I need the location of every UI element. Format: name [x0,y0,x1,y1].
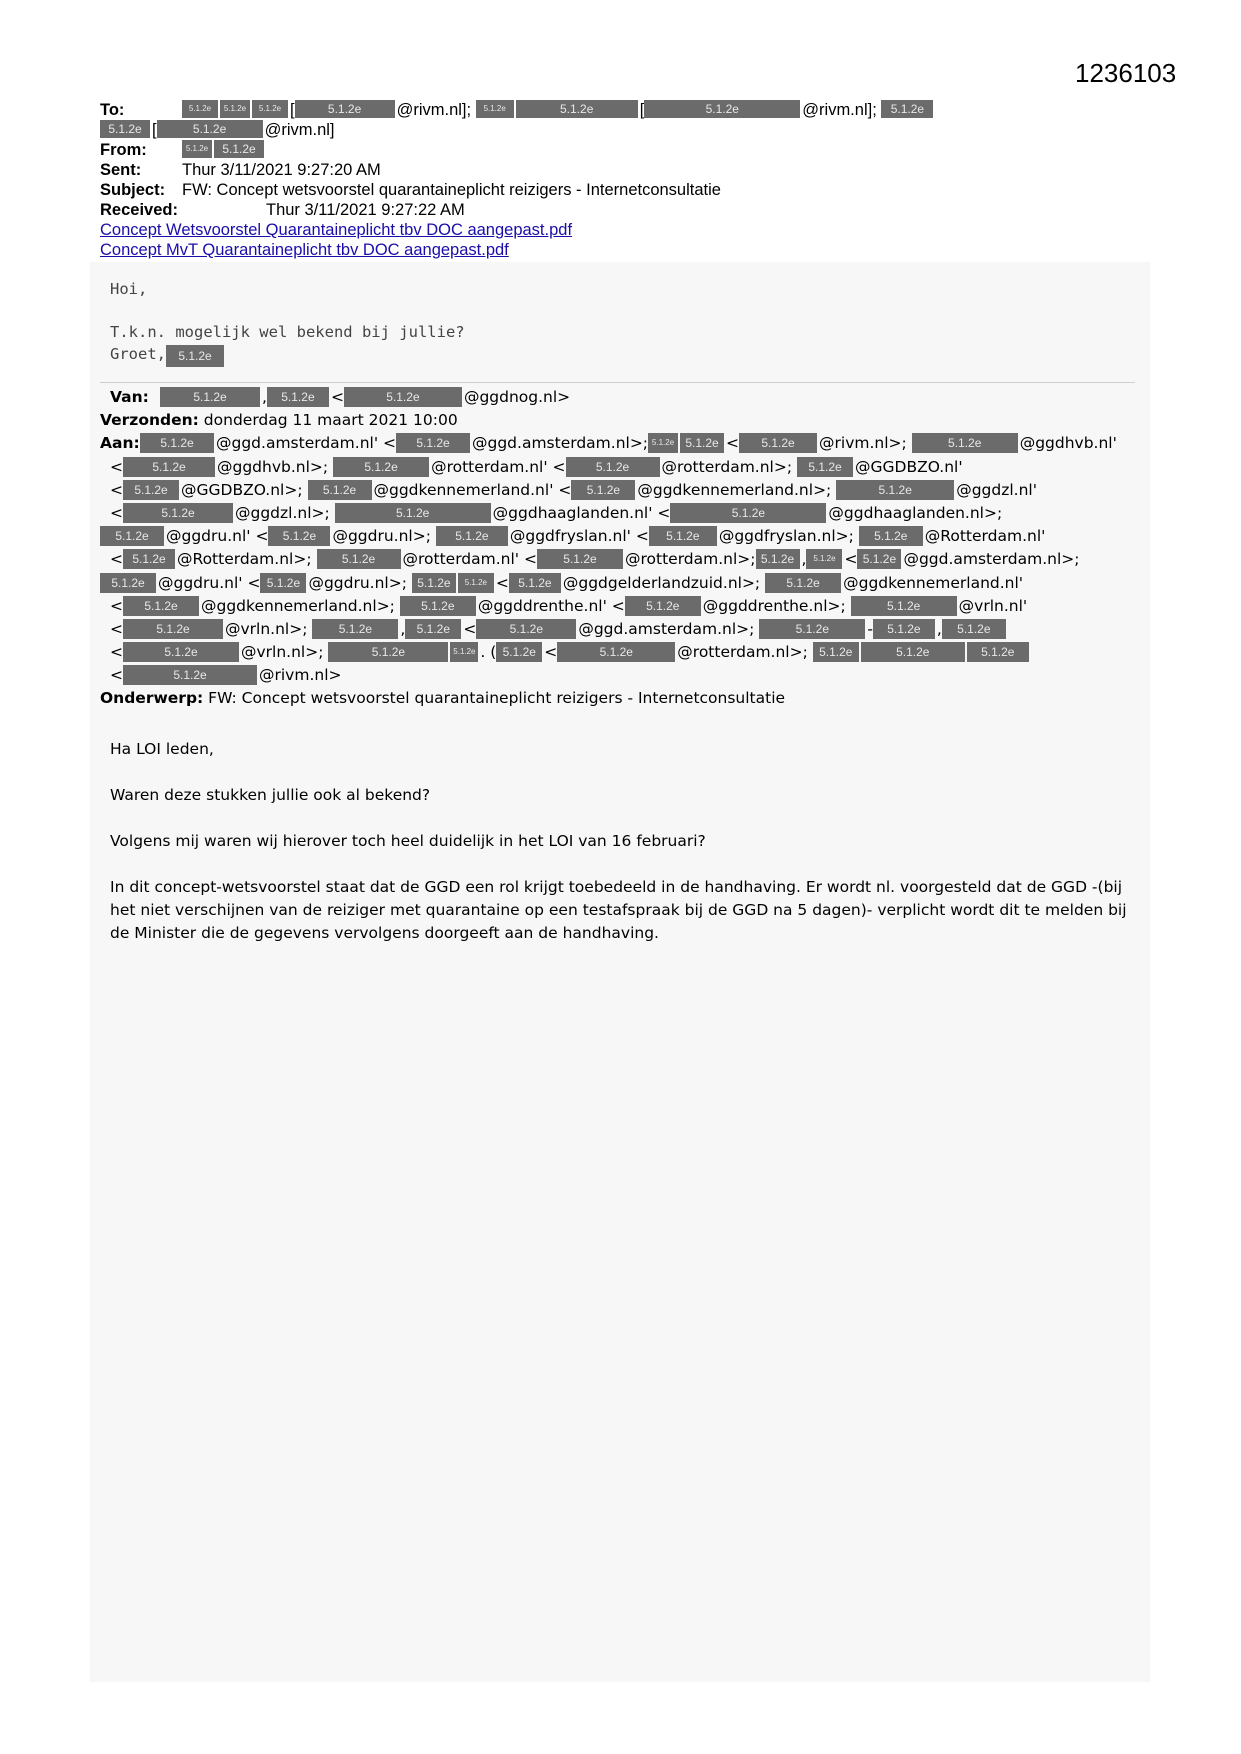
received-value: Thur 3/11/2021 9:27:22 AM [266,201,465,219]
redaction-box: 5.1.2e [644,100,800,118]
recipient-text: @ggdkennemerland.nl>; [637,480,832,499]
recipient-text: @ggdkennemerland.nl' [843,573,1024,592]
to-row-continued: 5.1.2e [ 5.1.2e @rivm.nl] [100,120,1160,140]
recipient-text: < [110,550,123,569]
recipient-text: @ggddrenthe.nl' < [477,596,625,615]
redaction-box: 5.1.2e [765,573,841,593]
redaction-box: 5.1.2e [557,642,675,662]
recipient-text: @ggd.amsterdam.nl' < [216,434,396,453]
redaction-box: 5.1.2e [509,573,561,593]
redaction-box: 5.1.2e [458,573,494,593]
redaction-box: 5.1.2e [100,120,150,138]
redaction-box: 5.1.2e [436,526,508,546]
redaction-box: 5.1.2e [317,549,401,569]
note-line: T.k.n. mogelijk wel bekend bij jullie? [110,323,465,341]
recipient-text: @rotterdam.nl>; [624,550,756,569]
body-greeting: Ha LOI leden, [110,740,214,758]
redaction-box: 5.1.2e [182,140,212,158]
redaction-box: 5.1.2e [295,100,395,118]
recipient-text: @ggdhaaglanden.nl' < [492,503,671,522]
redaction-box: 5.1.2e [813,642,859,662]
redaction-box: 5.1.2e [214,140,264,158]
recipient-text: @rotterdam.nl>; [677,643,808,662]
redaction-box: 5.1.2e [739,433,817,453]
to-row: To: 5.1.2e 5.1.2e 5.1.2e [ 5.1.2e @rivm.nl]; 5.1.2e 5.1.2e [ 5.1.2e @rivm.nl]; 5.1.2e [100,100,1160,120]
recipient-text: < [110,480,123,499]
redaction-box: 5.1.2e [123,642,239,662]
aan-row [100,432,1150,455]
received-row [100,200,1160,220]
redaction-box: 5.1.2e [220,100,250,118]
recipient-text: @vrln.nl>; [241,643,324,662]
van-domain: @ggdnog.nl> [463,388,571,406]
aan-row [100,548,1150,571]
redaction-box: 5.1.2e [123,549,175,569]
onderwerp-row [100,687,1150,710]
aan-row [100,618,1150,641]
redaction-box: 5.1.2e [123,619,223,639]
redaction-box: 5.1.2e [851,596,957,616]
redaction-box: 5.1.2e [328,642,448,662]
sent-label: Sent: [100,161,142,179]
sent-value: Thur 3/11/2021 9:27:20 AM [182,161,381,179]
recipient-domain: @rivm.nl] [264,121,335,139]
redaction-box: 5.1.2e [123,457,215,477]
recipient-domain: @rivm.nl]; [396,101,472,119]
redaction-box: 5.1.2e [680,433,724,453]
from-row [100,140,1160,160]
recipient-text: < [110,643,123,662]
verzonden-row [100,409,1150,432]
aan-row [100,525,1150,548]
redaction-box: 5.1.2e [873,619,935,639]
recipient-text: @ggdru.nl>; [308,573,407,592]
onderwerp-label: Onderwerp: [100,689,204,708]
redaction-box: 5.1.2e [140,433,214,453]
from-label: From: [100,141,147,159]
document-number: 1236103 [1075,58,1177,88]
redaction-box: 5.1.2e [476,100,514,118]
redaction-box: 5.1.2e [396,433,470,453]
recipient-text: < [726,434,740,453]
recipient-text: @ggdgelderlandzuid.nl>; [562,573,761,592]
recipient-text: @vrln.nl>; [225,619,308,638]
note-greeting: Hoi, [110,280,148,298]
note-closing-text: Groet, [110,345,166,363]
recipient-text: @ggdhvb.nl>; [217,457,329,476]
subject-value: FW: Concept wetsvoorstel quarantaineplicht reizigers - Internetconsultatie [182,181,721,199]
forwarded-header [100,386,1150,711]
recipient-text: < [110,457,123,476]
recipient-text: @ggdkennemerland.nl' < [373,480,572,499]
redaction-box: 5.1.2e [861,642,965,662]
redaction-box: 5.1.2e [100,526,164,546]
body-paragraph-1: Waren deze stukken jullie ook al bekend? [110,786,431,804]
redaction-box: 5.1.2e [496,642,542,662]
recipient-text: < [110,619,123,638]
aan-row [100,664,1150,687]
recipient-text: @GGDBZO.nl' [855,457,963,476]
redaction-box: 5.1.2e [912,433,1018,453]
subject-row [100,180,1160,200]
recipient-text: . ( [480,643,497,662]
redaction-box: 5.1.2e [836,480,954,500]
redaction-box: 5.1.2e [670,503,826,523]
aan-row [100,479,1150,502]
redaction-box: 5.1.2e [123,503,233,523]
redaction-box: 5.1.2e [625,596,701,616]
redaction-box: 5.1.2e [400,596,476,616]
redaction-box: 5.1.2e [252,100,288,118]
aan-row [100,456,1150,479]
recipient-text: < [110,666,123,685]
redaction-box: 5.1.2e [859,526,923,546]
recipient-text: < [844,550,858,569]
separator-line [100,382,1135,383]
redaction-box: 5.1.2e [857,549,901,569]
recipient-text: @vrln.nl' [958,596,1028,615]
redaction-box: 5.1.2e [476,619,576,639]
subject-label: Subject: [100,181,166,199]
aan-label: Aan: [100,434,140,453]
redaction-box: 5.1.2e [160,387,260,407]
recipient-text: @ggdzl.nl' [956,480,1037,499]
redaction-box: 5.1.2e [260,573,306,593]
redaction-box: 5.1.2e [344,387,462,407]
recipient-text: - [867,619,873,638]
body-paragraph-2: Volgens mij waren wij hierover toch heel duidelijk in het LOI van 16 februari? [110,832,706,850]
redaction-box: 5.1.2e [566,457,660,477]
van-row: Van: 5.1.2e , 5.1.2e < 5.1.2e @ggdnog.nl> [100,386,1150,409]
recipient-text: @ggdfryslan.nl>; [718,527,854,546]
redaction-box: 5.1.2e [335,503,491,523]
redaction-box: 5.1.2e [100,573,156,593]
redaction-box: 5.1.2e [333,457,429,477]
redaction-box: 5.1.2e [123,665,257,685]
aan-row [100,641,1150,664]
attachment-link[interactable]: Concept MvT Quarantaineplicht tbv DOC aangepast.pdf [100,241,509,259]
recipient-text: @Rotterdam.nl>; [177,550,312,569]
recipient-text: < [110,503,123,522]
aan-row [100,572,1150,595]
recipient-text: @Rotterdam.nl' [924,527,1046,546]
verzonden-value: donderdag 11 maart 2021 10:00 [203,411,458,430]
redaction-box: 5.1.2e [312,619,398,639]
recipient-text: @ggdzl.nl>; [235,503,330,522]
redaction-box: 5.1.2e [797,457,853,477]
redaction-box: 5.1.2e [537,549,623,569]
recipient-text: @ggddrenthe.nl>; [702,596,846,615]
redaction-box: 5.1.2e [759,619,865,639]
received-label: Received: [100,201,178,219]
recipient-domain: @rivm.nl]; [802,101,877,119]
recipient-text: , [936,619,942,638]
redaction-box: 5.1.2e [450,642,478,662]
redaction-box: 5.1.2e [308,480,372,500]
redaction-box: 5.1.2e [123,480,179,500]
recipient-text: @rivm.nl> [259,666,342,685]
recipient-text: @rotterdam.nl' < [402,550,537,569]
recipient-text: @GGDBZO.nl>; [181,480,303,499]
redaction-box: 5.1.2e [649,526,717,546]
recipient-text: @ggd.amsterdam.nl>; [578,619,755,638]
aan-row [100,502,1150,525]
van-label: Van: [110,388,149,406]
note-closing [110,345,226,367]
aan-row [100,595,1150,618]
email-header [100,100,1160,260]
redaction-box: 5.1.2e [123,596,199,616]
recipient-text: @ggdkennemerland.nl>; [201,596,395,615]
redaction-box: 5.1.2e [516,100,638,118]
recipient-text: @ggd.amsterdam.nl>; [903,550,1080,569]
recipient-text: , [400,619,406,638]
redaction-box: 5.1.2e [967,642,1029,662]
body-paragraph-3: In dit concept-wetsvoorstel staat dat de GGD een rol krijgt toebedeeld in de handhaving. Er wordt nl. voorgesteld dat de GGD -(bij het niet verschijnen van de reiziger met quarantaine op een testafspraak bij de GGD na 5 dagen)- verplicht wordt dit te melden bij de Minister die de gegevens vervolgens doorgeeft aan de handhaving. [110,878,1127,942]
recipient-text: @ggdru.nl' < [158,573,261,592]
recipient-text: @ggdfryslan.nl' < [509,527,649,546]
recipient-text: @ggdru.nl' < [166,527,269,546]
recipient-text: < [495,573,509,592]
redaction-box: 5.1.2e [806,549,842,569]
attachment-link[interactable]: Concept Wetsvoorstel Quarantaineplicht tbv DOC aangepast.pdf [100,221,573,239]
recipient-text: @ggdru.nl>; [332,527,431,546]
sent-row [100,160,1160,180]
recipient-text: @ggdhaaglanden.nl>; [828,503,1003,522]
recipient-text: @rotterdam.nl' < [431,457,566,476]
to-label: To: [100,101,125,119]
recipient-text: < [544,643,558,662]
redaction-box: 5.1.2e [166,345,224,367]
redaction-box: 5.1.2e [648,433,678,453]
redaction-box: 5.1.2e [412,573,456,593]
recipient-text: @rotterdam.nl>; [661,457,793,476]
redaction-box: 5.1.2e [942,619,1006,639]
redaction-box: 5.1.2e [182,100,218,118]
recipient-text: @ggdhvb.nl' [1019,434,1117,453]
redaction-box: 5.1.2e [268,526,330,546]
recipient-text: @rivm.nl>; [819,434,907,453]
redaction-box: 5.1.2e [267,387,329,407]
redaction-box: 5.1.2e [756,549,800,569]
redaction-box: 5.1.2e [157,120,263,138]
recipient-text: < [110,596,123,615]
recipient-text: @ggd.amsterdam.nl>; [472,434,649,453]
verzonden-label: Verzonden: [100,411,199,430]
recipient-text: , [801,550,807,569]
redaction-box: 5.1.2e [881,100,933,118]
recipient-text: < [463,619,477,638]
onderwerp-value: FW: Concept wetsvoorstel quarantaineplicht reizigers - Internetconsultatie [208,689,786,708]
redaction-box: 5.1.2e [405,619,461,639]
redaction-box: 5.1.2e [571,480,635,500]
